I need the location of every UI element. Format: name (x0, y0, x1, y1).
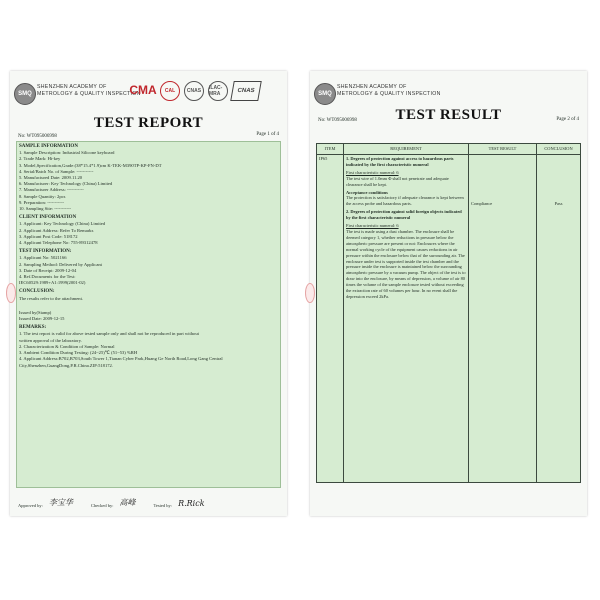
req2-text: The test is made using a dust chamber. The enclosure shall be deemed category 1, whether reductions in pressure below the atmospheric pressure are present or not: Enclosures where the normal working cycle of the equipment causes reductions in air pressure within the enclosure below that of the surrounding air. The enclosure under test is supported inside the test chamber and the pressure inside the enclosure is maintained below the surrounding atmospheric pressure by a vacuum pump. The object of the test is to draw into the enclosure, by means of depression, a volume of air 80 times the volume of the sample enclosure tested without exceeding the extraction rate of 60 volumes per hour. In no event shall the depression exceed 2kPa. (346, 228, 466, 299)
col-item: ITEM (317, 144, 344, 155)
req2-numeral: First characteristic numeral: 6 (346, 223, 399, 229)
remarks-line: 3. Ambient Condition During Testing: (24~25)℃ (51~53) %RH (19, 350, 138, 356)
client-line: 4. Applicant Telephone No: 755-89312478 (19, 240, 98, 246)
test-result-page (310, 71, 587, 516)
test-line: 3. Date of Receipt: 2009-12-04 (19, 267, 77, 273)
academy-name: SHENZHEN ACADEMY OF METROLOGY & QUALITY INSPECTION (337, 84, 441, 97)
sample-line: 10. Sampling Site: ----------- (19, 206, 72, 212)
cnas-round-mark: CNAS (184, 81, 204, 101)
sample-line: 2. Trade Mark: Hi-key (19, 156, 61, 162)
page-title: TEST RESULT (395, 107, 502, 123)
issued-date: Issued Date: 2009-12-15 (19, 316, 65, 322)
sample-line: 6. Manufacturer: Key Technology (China) Limited (19, 181, 113, 187)
table-header-row (317, 144, 581, 155)
report-content (19, 144, 277, 369)
page-number: Page 2 of 4 (556, 117, 579, 122)
sample-heading: SAMPLE INFORMATION (19, 144, 78, 149)
remarks-line: 4. Applicant Address:B702,B703,South Tower 1,Tianan Cyber Park,Huang Ge North Road,Long Gang Central City,Shenzhen,GuangDong,P.R.China.ZIP:518172. (19, 356, 223, 368)
sample-line: 7. Manufacturer Address: ----------- (19, 187, 84, 193)
test-report-page (10, 71, 287, 516)
remarks-line: written approval of the laboratory. (19, 337, 82, 343)
col-requirement: REQUIREMENT (344, 144, 469, 155)
tester-signature: R.Rick (178, 499, 205, 508)
sample-line: 8. Sample Quantity: 2pcs (19, 193, 66, 199)
signature-row (18, 497, 279, 508)
sample-line: 5. Manufactured Date: 2009.11.20 (19, 175, 83, 181)
binding-hole (6, 283, 16, 303)
test-result-table (316, 143, 581, 483)
req1-title: 1. Degrees of protection against access to hazardous parts indicated by the first characteristic numeral (346, 156, 454, 167)
test-line: 2. Sampling Method: Delivered by Applicant (19, 261, 102, 267)
smq-logo: SMQ (314, 83, 336, 105)
test-line: 4. Ref.Documents for the Test: (19, 274, 76, 280)
cma-mark: CMA (129, 83, 157, 97)
acceptance-text: The protection is satisfactory if adequate clearance is kept between the access probe and hazardous parts. (346, 195, 464, 207)
academy-name: SHENZHEN ACADEMY OF METROLOGY & QUALITY INSPECTION (37, 84, 141, 97)
checked-by-label: Checked by: (90, 503, 114, 508)
test-heading: TEST INFORMATION: (19, 249, 72, 255)
req1-numeral: First characteristic numeral: 6 (346, 169, 399, 175)
page-number: Page 1 of 4 (256, 132, 279, 137)
client-heading: CLIENT INFORMATION (19, 215, 77, 221)
cnas-mark: CNAS (230, 81, 262, 101)
page-header (310, 71, 587, 105)
approved-by-label: Approved by: (18, 503, 43, 508)
test-line: 1. Applicant No: 5021166 (19, 255, 67, 261)
page-header (10, 71, 287, 105)
sample-line: 1. Sample Description: Industrial Silicone keyboard (19, 150, 115, 156)
page-title: TEST REPORT (93, 115, 204, 131)
binding-hole (305, 283, 315, 303)
acceptance-heading: Acceptance conditions (346, 189, 388, 195)
req2-title: 2. Degrees of protection against solid foreign objects indicated by the first characteristic numeral (346, 209, 462, 221)
table-row (317, 155, 581, 483)
tested-by-label: Tested by: (153, 503, 173, 508)
sample-line: 9. Preparation: ----------- (19, 199, 65, 205)
sample-line: 3. Model,Specification,Grade:(38*15.4*1.9)cm K-TEK-M390TP-KP-FN-DT (19, 162, 162, 168)
col-test-result: TEST RESULT (469, 144, 537, 155)
conclusion-text: The results refer to the attachment. (19, 295, 84, 301)
report-number: No: WT095006998 (18, 134, 57, 139)
ilac-mark: ILAC-MRA (208, 81, 228, 101)
report-number: No: WT095006998 (318, 118, 357, 123)
req1-text: The test wire of 1.0mm Φ shall not penetrate and adequate clearance shall be kept. (346, 175, 449, 187)
approver-signature: 李宝华 (48, 498, 73, 507)
conclusion-heading: CONCLUSION: (19, 289, 55, 295)
client-line: 2. Applicant Address: Refer To Remarks (19, 227, 94, 233)
result-cell: Compliance (469, 155, 537, 483)
col-conclusion: CONCLUSION (537, 144, 581, 155)
issued-by: Issued by(Stamp) (19, 309, 52, 315)
client-line: 1. Applicant: Key Technology (China) Limited (19, 221, 106, 227)
accreditation-marks (130, 81, 260, 101)
cal-mark: CAL (160, 81, 180, 101)
test-line: IEC60529:1989+A1:1999(2001-02) (19, 280, 86, 286)
requirement-cell (344, 155, 469, 483)
remarks-line: 1. The test report is valid for above tested sample only and shall not be reproduced in part without (19, 331, 199, 337)
item-cell: IP65 (317, 155, 344, 483)
remarks-heading: REMARKS: (19, 325, 47, 331)
conclusion-cell: Pass (537, 155, 581, 483)
sample-line: 4. Serial/Batch No. of Sample: ----------- (19, 168, 94, 174)
smq-logo: SMQ (14, 83, 36, 105)
client-line: 3. Applicant Post Code: 518172 (19, 233, 78, 239)
checker-signature: 高峰 (119, 498, 136, 507)
remarks-line: 2. Characterization & Condition of Sample: Normal (19, 343, 115, 349)
